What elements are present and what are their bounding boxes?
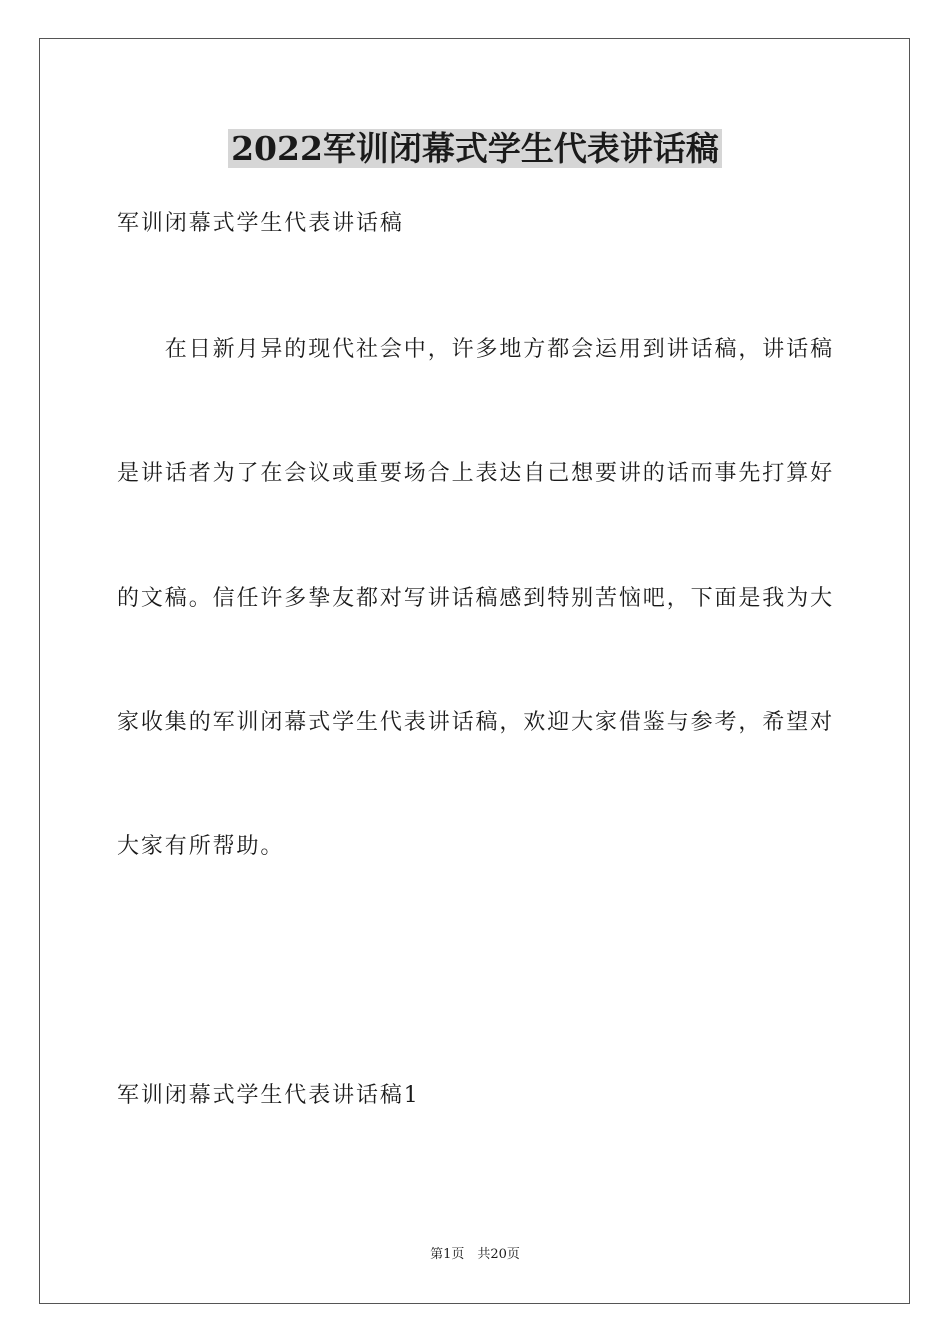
page-footer: 第1页 共20页 [430, 1247, 520, 1262]
section-heading: 军训闭幕式学生代表讲话稿1 [117, 1083, 420, 1108]
intro-line-2: 是讲话者为了在会议或重要场合上表达自己想要讲的话而事先打算好 [117, 461, 835, 486]
document-subtitle: 军训闭幕式学生代表讲话稿 [117, 211, 404, 236]
intro-line-5: 大家有所帮助。 [117, 834, 285, 859]
intro-line-4: 家收集的军训闭幕式学生代表讲话稿，欢迎大家借鉴与参考，希望对 [117, 710, 835, 735]
intro-line-3: 的文稿。信任许多挚友都对写讲话稿感到特别苦恼吧，下面是我为大 [117, 586, 835, 611]
intro-line-1: 在日新月异的现代社会中，许多地方都会运用到讲话稿，讲话稿 [117, 337, 835, 362]
document-title-text: 2022军训闭幕式学生代表讲话稿 [228, 129, 722, 168]
document-title [0, 126, 950, 172]
